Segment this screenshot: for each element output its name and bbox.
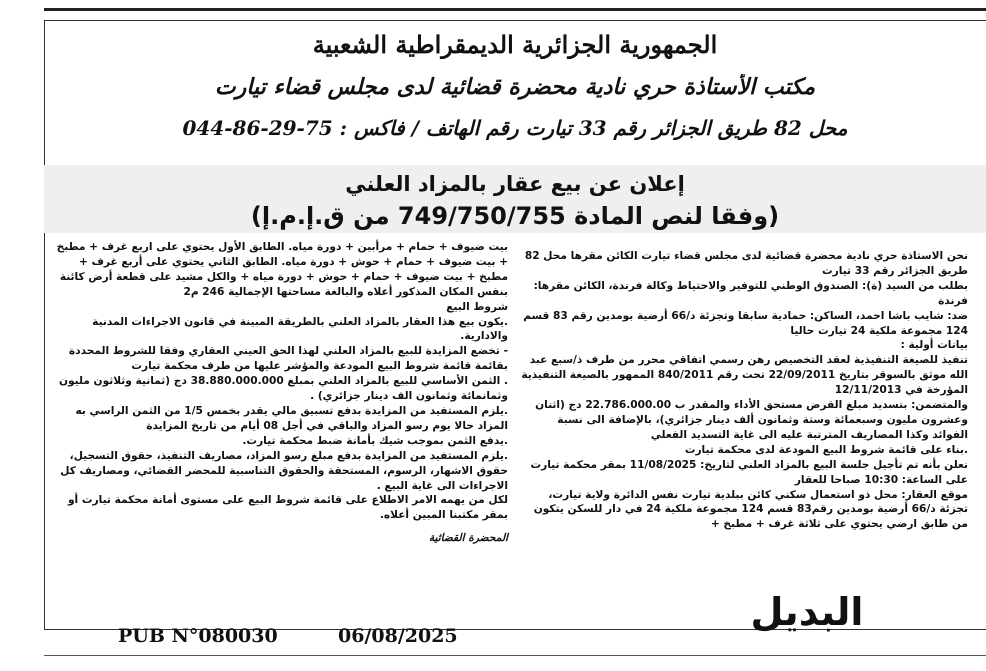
- paragraph: نعلن بأنه تم تأجيل جلسة البيع بالمزاد العلني لتاريخ: 11/08/2025 بمقر محكمة تيارت على الساعة: 10:30 صباحا للعقار: [530, 458, 968, 486]
- paragraph: - تخضع المزايدة للبيع بالمزاد العلني لهذا الحق العيني العقاري وفقا للشروط المحددة بقائمة قائمة شروط البيع المودعة والمؤشر عليها من طرف محكمة تيارت: [68, 345, 508, 373]
- paragraph: بطلب من السيد (ة): الصندوق الوطني للتوفير والاحتياط وكالة فرندة، الكائن مقرها: فرندة: [533, 279, 968, 307]
- paragraph: .يلزم المستفيد من المزايدة بدفع تسبيق مالي يقدر بخمس 1/5 من الثمن الراسي به المزاد حالا يوم رسو المزاد والباقي في أجل 08 أيام من تاريخ المزايدة: [75, 404, 508, 432]
- paragraph: لكل من يهمه الامر الاطلاع على قائمة شروط البيع على مستوى أمانة محكمة تيارت أو بمقر مكتبنا المبين أعلاه.: [67, 494, 508, 522]
- section-heading: بيانات أولية :: [900, 339, 968, 352]
- announcement-title: إعلان عن بيع عقار بالمزاد العلني: [345, 172, 685, 196]
- paragraph: والمتضمن: بتسديد مبلغ القرض مستحق الأداء والمقدر ب 22.786.000.00 دج (اثنان وعشرون مليون وسبعمائة وستة وثمانون ألف دينار جزائري)، بالإضافة الى نسبة الفوائد وكذا المصاريف المترتبة عليه الى غاية التسديد الفعلي: [535, 399, 968, 441]
- right-text-column: [518, 249, 968, 532]
- publication-date: 06/08/2025: [338, 625, 458, 647]
- paragraph: .بناء على قائمة شروط البيع المودعة لدى محكمة تيارت: [684, 443, 968, 456]
- paragraph: نحن الاستاذة حري نادية محضرة قضائية لدى مجلس قضاء تيارت الكائن مقرها محل 82 طريق الجزائر رقم 33 تيارت: [524, 250, 968, 277]
- paragraph: موقع العقار: محل ذو استعمال سكني كائن ببلدية تيارت نفس الدائرة ولاية تيارت، تجزئة د/66 أرضية بومدين رقم83 قسم 124 مجموعة ملكية 24 في دار للسكن يتكون من طابق ارضي يحتوي على ثلاثة غرف + مطبخ +: [533, 488, 968, 531]
- paragraph: . الثمن الأساسي للبيع بالمزاد العلني بمبلغ 38.880.000.000 دج (ثمانية وثلاثون مليون وثمانمائة وثمانون الف دينار جزائري) .: [58, 375, 508, 403]
- bailiff-signature: المحضرة القضائية: [428, 532, 508, 545]
- badil-label: البديل: [750, 590, 864, 634]
- paragraph: .يدفع الثمن بموجب شيك بأمانة ضبط محكمة تيارت.: [242, 434, 508, 447]
- paragraph: .يلزم المستفيد من المزايدة بدفع مبلغ رسو المزاد، مصاريف التنفيذ، حقوق التسجيل، حقوق الاشهار، الرسوم، المستحقة والحقوق التناسبية للمحضر القضائي، ومصاريف كل الاجراءات الى غاية البيع .: [60, 449, 508, 492]
- paragraph: .يكون بيع هذا العقار بالمزاد العلني بالطريقة المبينة في قانون الاجراءات المدنية والادارية.: [92, 315, 508, 343]
- paragraph: تنفيذ للصيغة التنفيذية لعقد التخصيص رهن رسمي اتفاقي محرر من طرف ذ/سبع عبد الله موثق بالسوقر بتاريخ 22/09/2011 تحت رقم 840/2011 الممهور بالصيغة التنفيذية المؤرخة في 12/11/2013: [521, 354, 968, 397]
- section-heading: شروط البيع: [446, 300, 508, 313]
- paragraph: بيت ضيوف + حمام + مرأبين + دورة مياه. الطابق الأول يحتوي على اربع غرف + مطبخ + بيت ضيوف + حمام + حوش + دورة مياه. الطابق الثاني يحتوي على أربع غرف + مطبخ + بيت ضيوف + حمام + حوش + دورة مياه + والكل مشيد على قطعة أرض كائنة بنفس المكان المذكور أعلاه والبالغة مساحتها الإجمالية 246 م2: [56, 241, 508, 298]
- bottom-rule: [44, 655, 986, 656]
- office-heading: مكتب الأستاذة حري نادية محضرة قضائية لدى مجلس قضاء تيارت: [214, 74, 816, 100]
- office-address: محل 82 طريق الجزائر رقم 33 تيارت رقم الهاتف / فاكس : 75-29-86-044: [182, 116, 848, 140]
- pub-number: PUB N°080030: [118, 625, 278, 647]
- paragraph: ضد: شايب باشا احمد، الساكن: حمادية سابقا وتجزئة د/66 أرضية بومدين رقم 83 قسم 124 مجموعة ملكية 24 تيارت حاليا: [523, 309, 968, 337]
- top-rule: [44, 8, 986, 11]
- republic-heading: الجمهورية الجزائرية الديمقراطية الشعبية: [312, 30, 718, 59]
- legal-reference: (وفقا لنص المادة 749/750/755 من ق.إ.م.إ): [250, 202, 780, 230]
- left-text-column: [56, 240, 508, 546]
